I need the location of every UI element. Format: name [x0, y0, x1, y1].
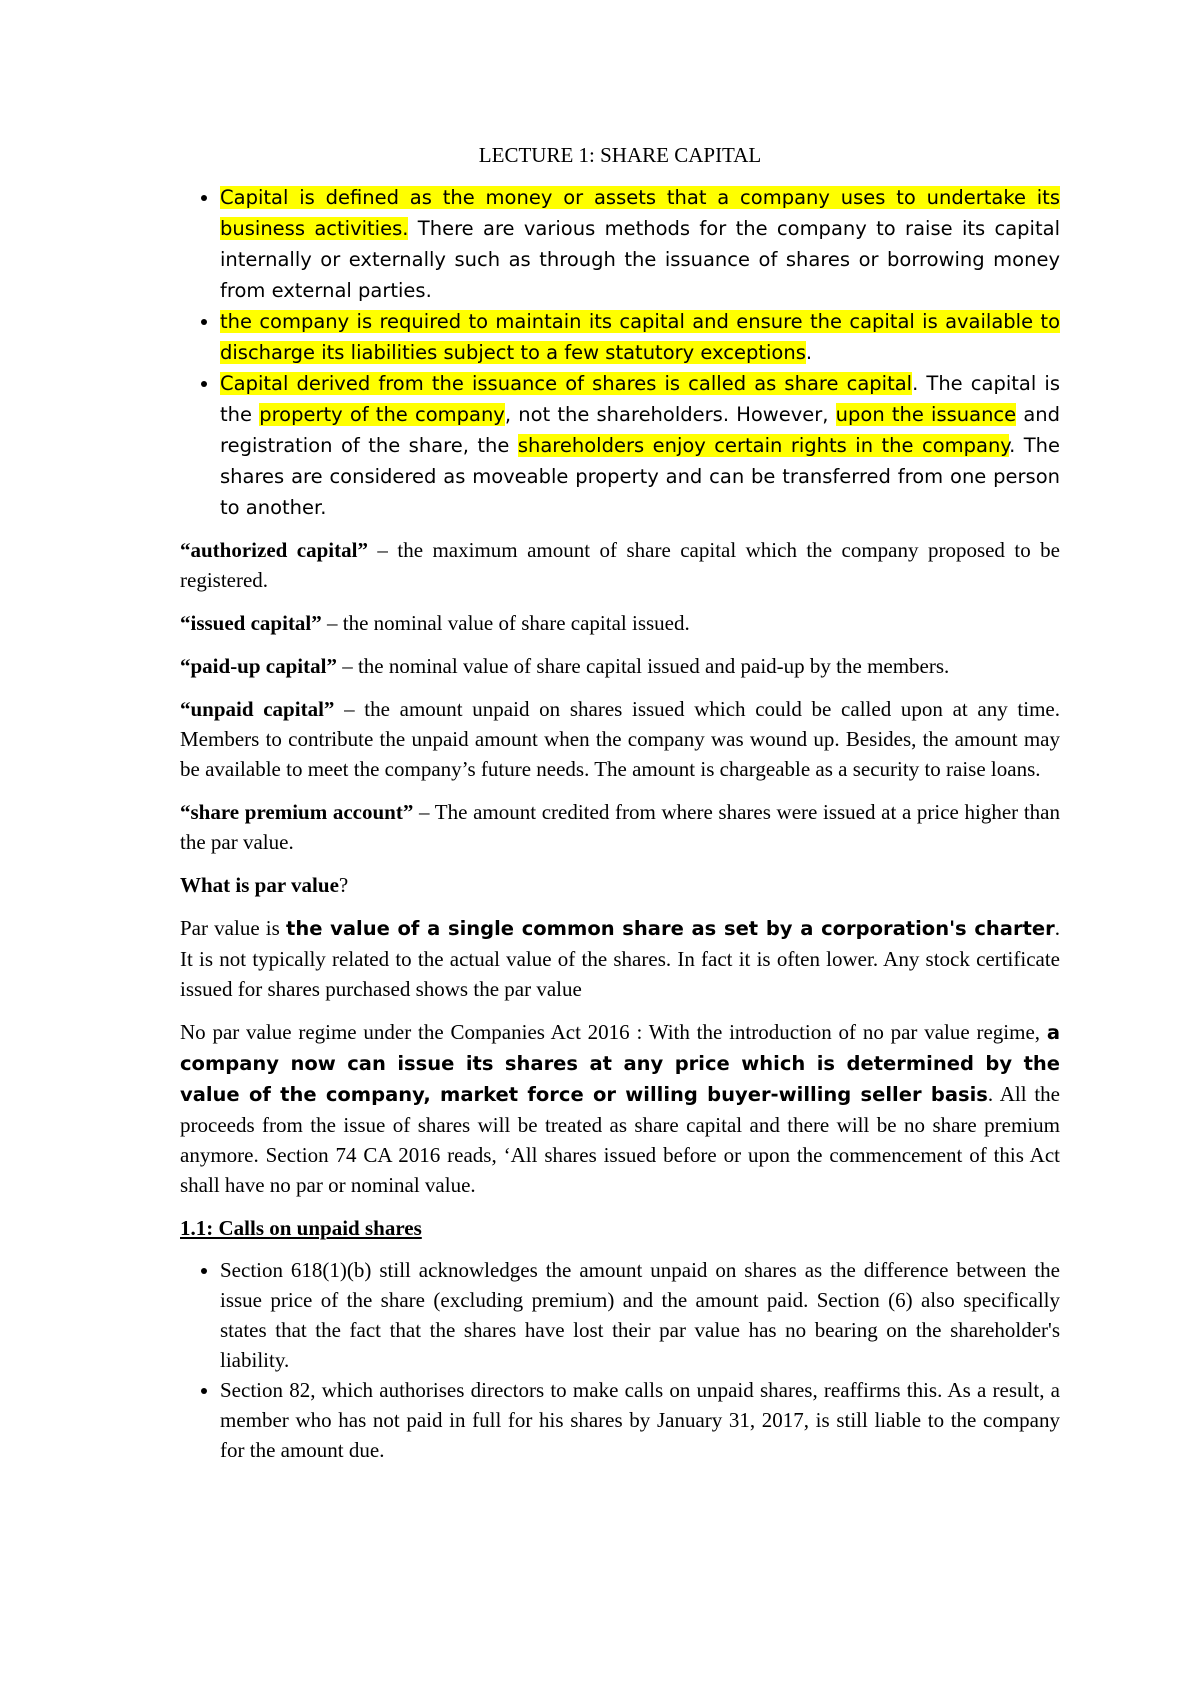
highlighted-text: the company is required to maintain its capital and ensure the capital is available to discharge its liabilities subject to a few statutory exceptions [220, 310, 1060, 364]
list-item-text: , not the shareholders. However, [504, 403, 836, 426]
list-item-text: . [805, 341, 813, 364]
list-item-text: There are various methods for the company to raise its capital internally or externally such as through the issuance of shares or borrowing money from external parties. [220, 217, 1060, 302]
paragraph-text: No par value regime under the Companies Act 2016 : With the introduction of no par value regime, [180, 1020, 1047, 1044]
definition-paid-up-capital [180, 651, 1060, 681]
paragraph-emphasis: the value of a single common share as set by a corporation's charter [286, 917, 1055, 940]
highlighted-text: upon the issuance [835, 403, 1017, 426]
list-item [220, 182, 1060, 306]
definition-authorized-capital [180, 535, 1060, 595]
list-item-text: and registration of the share, the [220, 403, 1061, 457]
no-par-value-paragraph [180, 1017, 1060, 1200]
highlighted-text: shareholders enjoy certain rights in the company [517, 434, 1010, 457]
definition-text: – the amount unpaid on shares issued which could be called upon at any time. Members to contribute the unpaid amount when the company was wound up. Besides, the amount may be available to meet the company’s future needs. The amount is chargeable as a security to raise loans. [180, 697, 1060, 781]
paragraph-emphasis: a company now can issue its shares at any price which is determined by the value of the company, market force or willing buyer-willing seller basis [180, 1021, 1060, 1106]
definition-term: “authorized capital” [180, 538, 368, 562]
calls-bullet-list [180, 1255, 1060, 1465]
definition-unpaid-capital [180, 694, 1060, 784]
definition-text: – the maximum amount of share capital which the company proposed to be registered. [180, 538, 1060, 592]
list-item: • Section 82, which authorises directors to make calls on unpaid shares, reaffirms this. As a result, a member who has not paid in full for his shares by January 31, 2017, is still liable to the company for the amount due. [220, 1375, 1060, 1465]
list-item [220, 306, 1060, 368]
definition-term: “share premium account” [180, 800, 414, 824]
page-title: LECTURE 1: SHARE CAPITAL [478, 143, 762, 167]
intro-bullet-list [180, 182, 1060, 523]
definition-term: “issued capital” [180, 611, 322, 635]
definition-share-premium-account [180, 797, 1060, 857]
definition-term: “paid-up capital” [180, 654, 337, 678]
definition-issued-capital [180, 608, 1060, 638]
definition-text: – the nominal value of share capital issued. [321, 611, 690, 635]
section-heading: 1.1: Calls on unpaid shares [180, 1216, 422, 1240]
paragraph-text: . It is not typically related to the actual value of the shares. In fact it is often lower. Any stock certificate issued for shares purchased shows the par value [180, 916, 1060, 1001]
list-item: • Section 618(1)(b) still acknowledges the amount unpaid on shares as the difference between the issue price of the share (excluding premium) and the amount paid. Section (6) also specifically states that the fact that the shares have lost their par value has no bearing on the shareholder's liability. [220, 1255, 1060, 1375]
list-item-text: . The shares are considered as moveable property and can be transferred from one person to another. [220, 434, 1060, 519]
definition-term: “unpaid capital” [180, 697, 335, 721]
par-value-paragraph [180, 913, 1060, 1004]
highlighted-text: Capital derived from the issuance of shares is called as share capital [220, 372, 913, 395]
list-item [220, 368, 1060, 523]
question-mark: ? [338, 873, 349, 897]
definition-text: – The amount credited from where shares were issued at a price higher than the par value. [180, 800, 1060, 854]
definition-text: – the nominal value of share capital issued and paid-up by the members. [336, 654, 950, 678]
list-item-text: . The capital is the [220, 372, 1060, 426]
paragraph-text: . All the proceeds from the issue of shares will be treated as share capital and there will be no share premium anymore. Section 74 CA 2016 reads, ‘All shares issued before or upon the commencement of this Act shall have no par or nominal value. [180, 1082, 1060, 1197]
par-value-question [180, 870, 1060, 900]
document-page [180, 140, 1060, 1477]
highlighted-text: Capital is defined as the money or assets that a company uses to undertake its business activities. [220, 186, 1060, 240]
paragraph-text: Par value is [180, 916, 286, 940]
highlighted-text: property of the company [259, 403, 505, 426]
question-text: What is par value [180, 873, 339, 897]
